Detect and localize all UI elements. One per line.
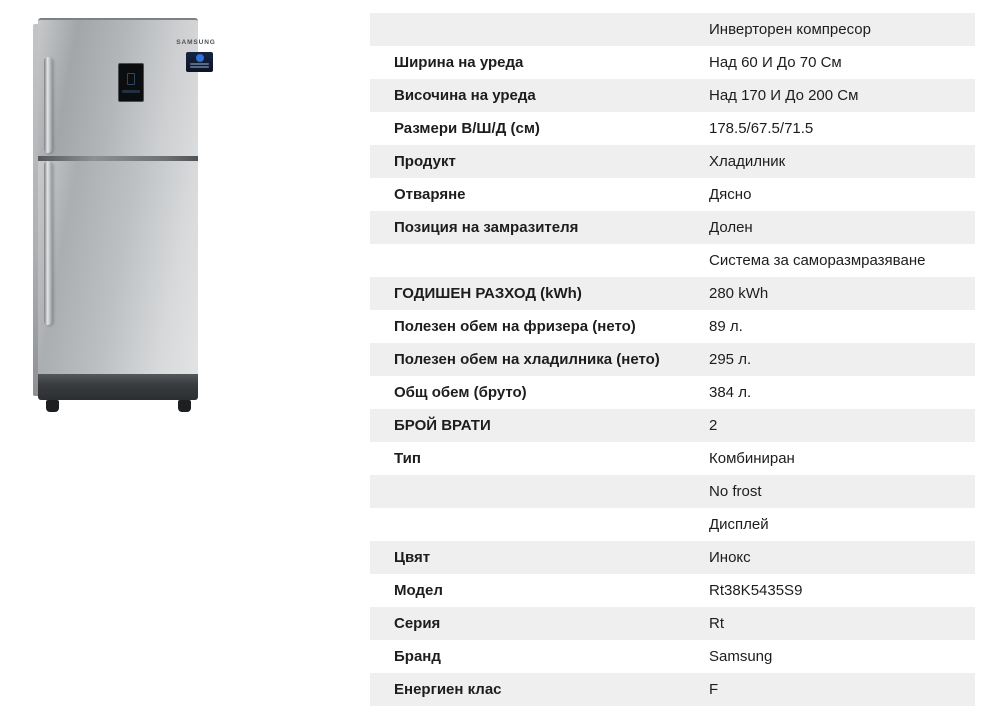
display-icon-row	[122, 90, 140, 93]
spec-label: Ширина на уреда	[394, 54, 524, 71]
spec-value: Rt	[709, 615, 724, 632]
fridge-foot-left	[46, 400, 59, 412]
spec-value: Система за саморазмразяване	[709, 252, 926, 269]
badge-circle-icon	[196, 54, 204, 62]
spec-row	[370, 541, 975, 574]
spec-value: Дисплей	[709, 516, 769, 533]
spec-label: Размери В/Ш/Д (см)	[394, 120, 540, 137]
spec-row	[370, 13, 975, 46]
spec-label	[370, 475, 709, 508]
lower-door-handle	[44, 161, 52, 325]
spec-row	[370, 607, 975, 640]
spec-label: Полезен обем на хладилника (нето)	[394, 351, 660, 368]
spec-row	[370, 79, 975, 112]
spec-label: Модел	[394, 582, 443, 599]
spec-label: Тип	[394, 450, 421, 467]
spec-row	[370, 442, 975, 475]
spec-value: F	[709, 681, 719, 698]
spec-value: 2	[709, 417, 718, 434]
spec-value: 384 л.	[709, 384, 752, 401]
fridge-lower-door	[38, 161, 198, 374]
spec-row	[370, 112, 975, 145]
spec-value: Дясно	[709, 186, 752, 203]
spec-value: Над 170 И До 200 См	[709, 87, 859, 104]
spec-label: БРОЙ ВРАТИ	[394, 417, 491, 434]
spec-row	[370, 145, 975, 178]
spec-value: Samsung	[709, 648, 773, 665]
spec-value: Долен	[709, 219, 753, 236]
spec-row	[370, 673, 975, 706]
fridge-base	[38, 374, 198, 400]
spec-row	[370, 46, 975, 79]
display-digit	[127, 73, 135, 85]
spec-row	[370, 244, 975, 277]
spec-row	[370, 376, 975, 409]
spec-label: Общ обем (бруто)	[394, 384, 527, 401]
spec-row	[370, 310, 975, 343]
spec-value: Инверторен компресор	[709, 21, 871, 38]
spec-label: Продукт	[394, 153, 456, 170]
upper-door-handle	[44, 57, 52, 153]
spec-value: 89 л.	[709, 318, 743, 335]
spec-row	[370, 640, 975, 673]
spec-value: 280 kWh	[709, 285, 769, 302]
spec-label: Енергиен клас	[394, 681, 502, 698]
spec-label: Полезен обем на фризера (нето)	[394, 318, 636, 335]
spec-label	[370, 13, 709, 46]
spec-label: Бранд	[394, 648, 441, 665]
spec-row	[370, 475, 975, 508]
spec-value: Над 60 И До 70 См	[709, 54, 842, 71]
fridge-body	[38, 18, 216, 400]
spec-table	[370, 13, 975, 706]
spec-value: No frost	[709, 483, 762, 500]
spec-label: Отваряне	[394, 186, 466, 203]
samsung-logo: SAMSUNG	[176, 39, 216, 46]
temperature-display	[118, 63, 144, 102]
spec-row	[370, 409, 975, 442]
spec-row	[370, 211, 975, 244]
fridge-foot-right	[178, 400, 191, 412]
digital-inverter-badge-icon	[186, 52, 213, 72]
spec-row	[370, 574, 975, 607]
spec-row	[370, 178, 975, 211]
spec-label	[370, 244, 709, 277]
spec-value: Хладилник	[709, 153, 786, 170]
spec-value: Комбиниран	[709, 450, 795, 467]
spec-value: Rt38K5435S9	[709, 582, 803, 599]
spec-label: Позиция на замразителя	[394, 219, 579, 236]
spec-label: Цвят	[394, 549, 431, 566]
spec-value: Инокс	[709, 549, 751, 566]
product-image	[25, 8, 237, 448]
spec-value: 178.5/67.5/71.5	[709, 120, 814, 137]
spec-value: 295 л.	[709, 351, 752, 368]
spec-label: Серия	[394, 615, 441, 632]
spec-label	[370, 508, 709, 541]
spec-label: ГОДИШЕН РАЗХОД (kWh)	[394, 285, 582, 302]
spec-row	[370, 508, 975, 541]
spec-row	[370, 343, 975, 376]
spec-label: Височина на уреда	[394, 87, 536, 104]
spec-row	[370, 277, 975, 310]
